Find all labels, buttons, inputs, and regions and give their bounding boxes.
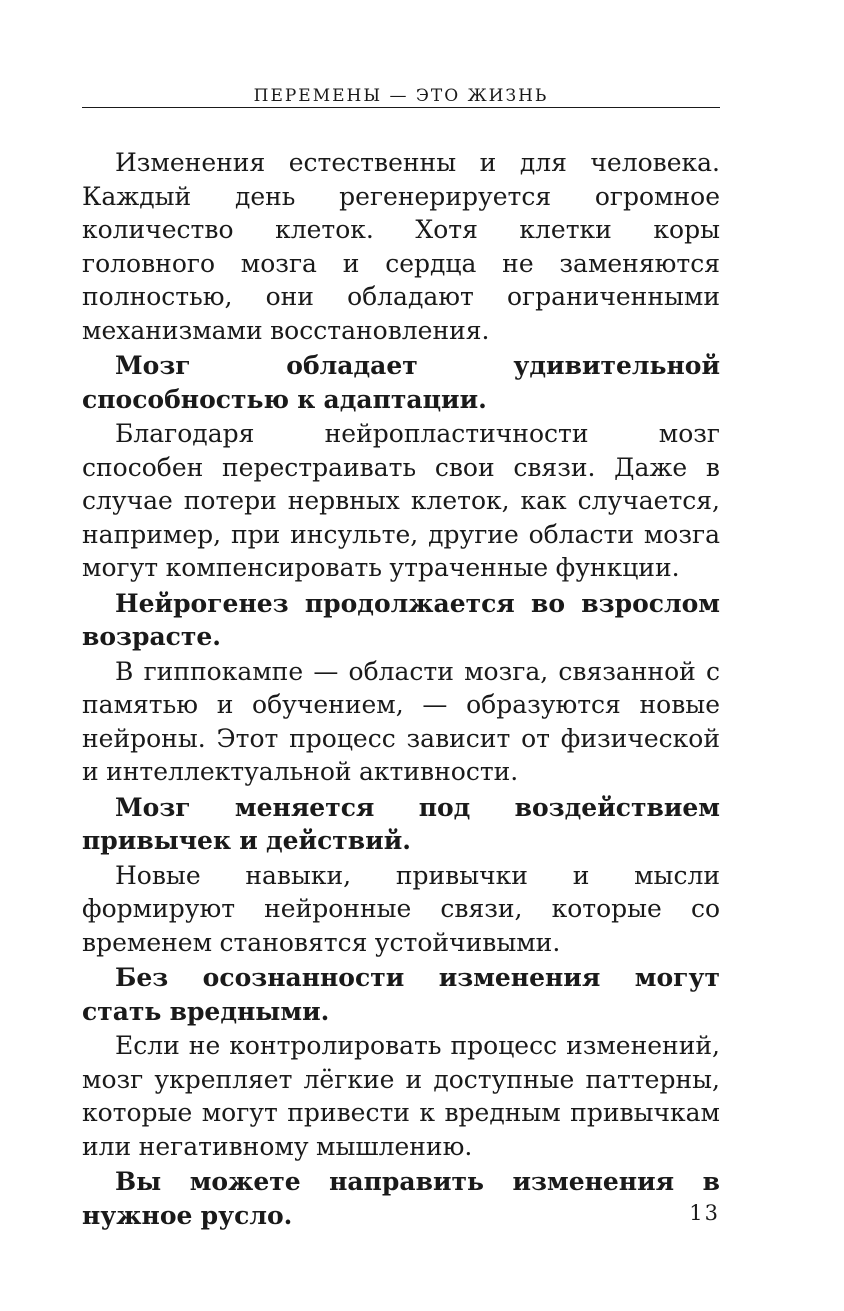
heading-adaptation: Мозг обладает удивительной способностью к адаптации. bbox=[82, 351, 720, 414]
running-head: ПЕРЕМЕНЫ — ЭТО ЖИЗНЬ bbox=[253, 86, 549, 106]
paragraph-patterns: Если не контролировать процесс изменений, мозг укрепляет лёгкие и доступные паттерны, которые могут привести к вредным привычкам или негативному мышлению. bbox=[82, 1031, 720, 1161]
heading-habits: Мозг меняется под воздействием привычек и действий. bbox=[82, 792, 720, 855]
header-rule bbox=[82, 107, 720, 108]
page-number: 13 bbox=[689, 1201, 720, 1225]
heading-awareness: Без осознанности изменения могут стать вредными. bbox=[82, 963, 720, 1026]
page-body bbox=[82, 146, 720, 1233]
paragraph-hippocampus: В гиппокампе — области мозга, связанной с памятью и обучением, — образуются новые нейроны. Этот процесс зависит от физической и интеллектуальной активности. bbox=[82, 656, 720, 786]
paragraph-skills: Новые навыки, привычки и мысли формируют нейронные связи, которые со временем становятся устойчивыми. bbox=[82, 860, 720, 957]
paragraph-regeneration: Изменения естественны и для человека. Каждый день регенерируется огромное количество клеток. Хотя клетки коры головного мозга и сердца не заменяются полностью, они обладают ограниченными механизмами восстановления. bbox=[82, 148, 720, 345]
heading-neurogenesis: Нейрогенез продолжается во взрослом возрасте. bbox=[82, 588, 720, 651]
paragraph-neuroplasticity: Благодаря нейропластичности мозг способен перестраивать свои связи. Даже в случае потери нервных клеток, как случается, например, при инсульте, другие области мозга могут компенсировать утраченные функции. bbox=[82, 419, 720, 582]
heading-direction: Вы можете направить изменения в нужное русло. bbox=[82, 1167, 720, 1230]
